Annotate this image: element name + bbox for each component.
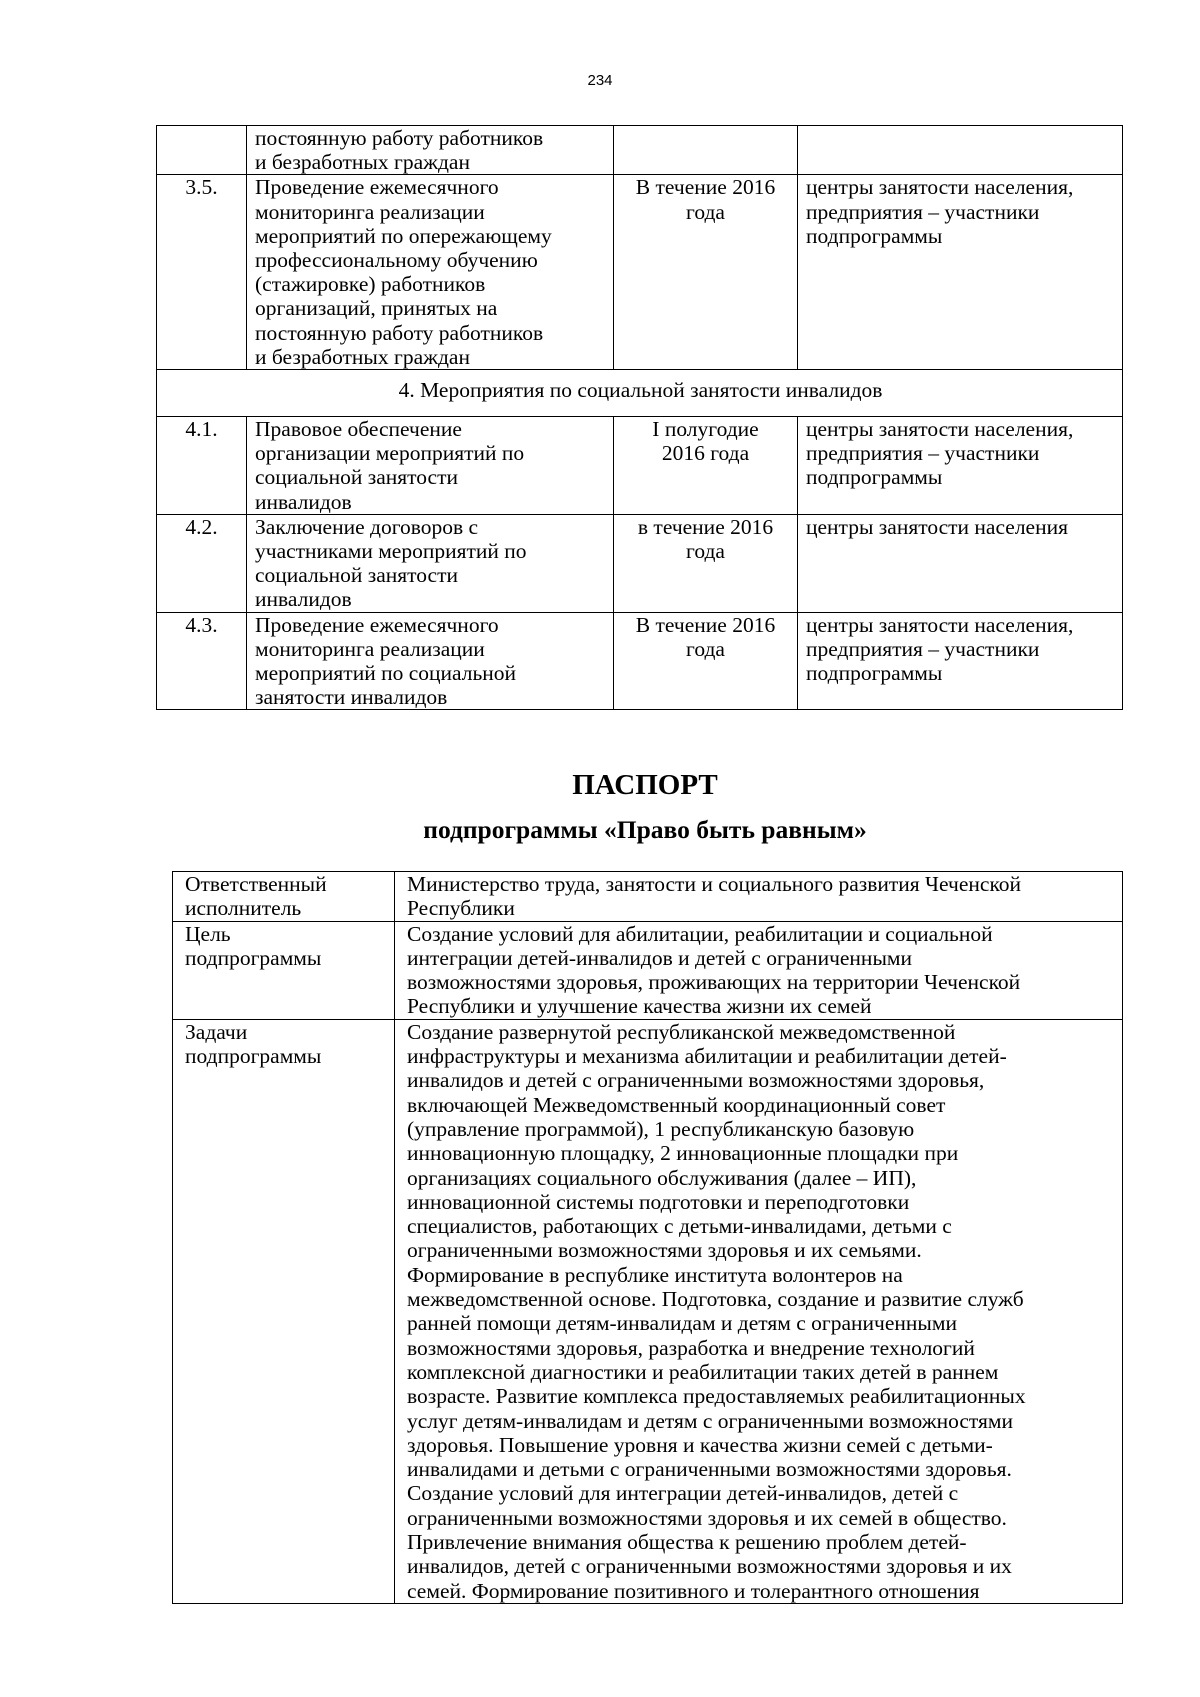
activity-term: В течение 2016 года — [614, 175, 798, 370]
row-number: 3.5. — [157, 175, 247, 370]
table-row — [173, 1019, 1123, 1603]
table-row — [157, 417, 1123, 515]
table-row — [173, 872, 1123, 922]
row-number: 4.3. — [157, 612, 247, 710]
activity-executor: центры занятости населения, предприятия – участники подпрограммы — [798, 175, 1123, 370]
activity-term — [614, 126, 798, 175]
row-number: 4.2. — [157, 514, 247, 612]
activity-term: В течение 2016 года — [614, 612, 798, 710]
activity-term: I полугодие 2016 года — [614, 417, 798, 515]
activity-text: Проведение ежемесячного мониторинга реализации мероприятий по опережающему профессиональному обучению (стажировке) работников организаций, принятых на постоянную работу работников и безработных граждан — [247, 175, 614, 370]
page-number: 234 — [587, 72, 613, 89]
table-row — [157, 514, 1123, 612]
activity-term: в течение 2016 года — [614, 514, 798, 612]
row-number: 4.1. — [157, 417, 247, 515]
table-row — [173, 921, 1123, 1019]
passport-label: Ответственный исполнитель — [173, 872, 395, 922]
passport-value: Создание условий для абилитации, реабилитации и социальной интеграции детей-инвалидов и детей с ограниченными возможностями здоровья, проживающих на территории Чеченской Республики и улучшение качества жизни их семей — [395, 921, 1123, 1019]
passport-value: Министерство труда, занятости и социального развития Чеченской Республики — [395, 872, 1123, 922]
activity-text: постоянную работу работников и безработных граждан — [247, 126, 614, 175]
row-number — [157, 126, 247, 175]
table-row — [157, 126, 1123, 175]
section-title: 4. Мероприятия по социальной занятости инвалидов — [157, 370, 1123, 417]
activity-executor: центры занятости населения, предприятия – участники подпрограммы — [798, 612, 1123, 710]
passport-title: ПАСПОРТ — [572, 769, 718, 801]
activity-executor — [798, 126, 1123, 175]
passport-table — [172, 871, 1123, 1604]
table-row — [157, 175, 1123, 370]
passport-label: Цель подпрограммы — [173, 921, 395, 1019]
section-row — [157, 370, 1123, 417]
activity-executor: центры занятости населения, предприятия – участники подпрограммы — [798, 417, 1123, 515]
activity-executor: центры занятости населения — [798, 514, 1123, 612]
activity-text: Правовое обеспечение организации мероприятий по социальной занятости инвалидов — [247, 417, 614, 515]
activity-text: Проведение ежемесячного мониторинга реализации мероприятий по социальной занятости инвалидов — [247, 612, 614, 710]
passport-subtitle: подпрограммы «Право быть равным» — [423, 815, 867, 844]
passport-label: Задачи подпрограммы — [173, 1019, 395, 1603]
passport-value: Создание развернутой республиканской межведомственной инфраструктуры и механизма абилитации и реабилитации детей- инвалидов и детей с ограниченными возможностями здоровья, включающей Межведомственный координационный совет (управление программой), 1 республиканскую базовую инновационную площадку, 2 инновационные площадки при организациях социального обслуживания (далее – ИП), инновационной системы подготовки и переподготовки специалистов, работающих с детьми-инвалидами, детьми с ограниченными возможностями здоровья и их семьями. Формирование в республике института волонтеров на межведомственной основе. Подготовка, создание и развитие служб ранней помощи детям-инвалидам и детям с ограниченными возможностями здоровья, разработка и внедрение технологий комплексной диагностики и реабилитации таких детей в раннем возрасте. Развитие комплекса предоставляемых реабилитационных услуг детям-инвалидам и детям с ограниченными возможностями здоровья. Повышение уровня и качества жизни семей с детьми- инвалидами и детьми с ограниченными возможностями здоровья. Создание условий для интеграции детей-инвалидов, детей с ограниченными возможностями здоровья и их семей в общество. Привлечение внимания общества к решению проблем детей- инвалидов, детей с ограниченными возможностями здоровья и их семей. Формирование позитивного и толерантного отношения — [395, 1019, 1123, 1603]
activity-text: Заключение договоров с участниками мероприятий по социальной занятости инвалидов — [247, 514, 614, 612]
activities-table — [156, 125, 1123, 710]
table-row — [157, 612, 1123, 710]
